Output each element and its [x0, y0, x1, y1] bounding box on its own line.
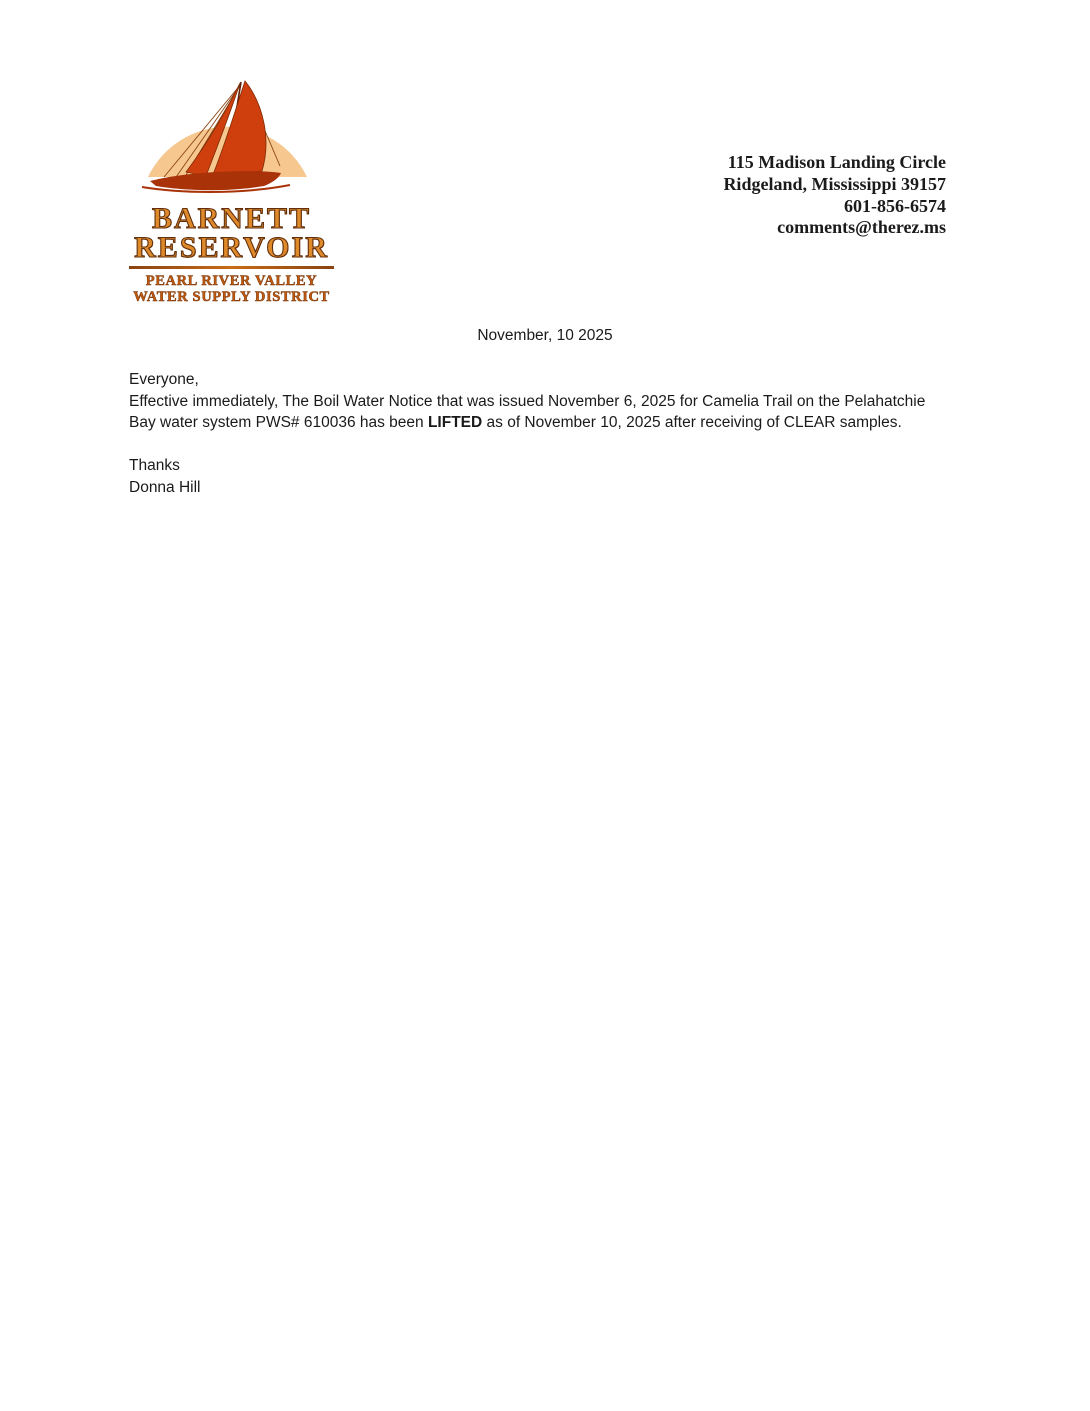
closing-thanks: Thanks	[129, 457, 180, 475]
contact-address-city: Ridgeland, Mississippi 39157	[723, 173, 946, 194]
letter-body	[129, 369, 941, 499]
contact-email: comments@therez.ms	[777, 217, 946, 238]
body-text-lifted-bold: LIFTED	[427, 414, 483, 432]
contact-address-street: 115 Madison Landing Circle	[727, 152, 946, 172]
sailboat-sun-icon	[128, 78, 335, 203]
logo-title-reservoir: RESERVOIR	[134, 231, 329, 264]
body-text-before-bold: Effective immediately, The Boil Water Notice that was issued November 6, 2025 for Camelia Trail on the Pelahatchie Bay water system PWS# 610036 has been	[129, 392, 926, 432]
contact-phone: 601-856-6574	[844, 195, 946, 216]
signature-name: Donna Hill	[129, 478, 201, 496]
contact-block	[723, 152, 946, 239]
barnett-reservoir-logo	[128, 78, 335, 305]
logo-title-barnett: BARNETT	[151, 202, 312, 235]
letter-date: November, 10 2025	[477, 327, 613, 344]
body-paragraph	[129, 391, 941, 434]
logo-subtitle-pearl-river-valley: PEARL RIVER VALLEY	[145, 273, 318, 289]
logo-subtitle-water-supply-district: WATER SUPPLY DISTRICT	[133, 288, 330, 305]
body-text-after-bold: as of November 10, 2025 after receiving of CLEAR samples.	[482, 414, 902, 432]
logo-divider-rule	[129, 266, 334, 269]
salutation: Everyone,	[129, 371, 199, 388]
